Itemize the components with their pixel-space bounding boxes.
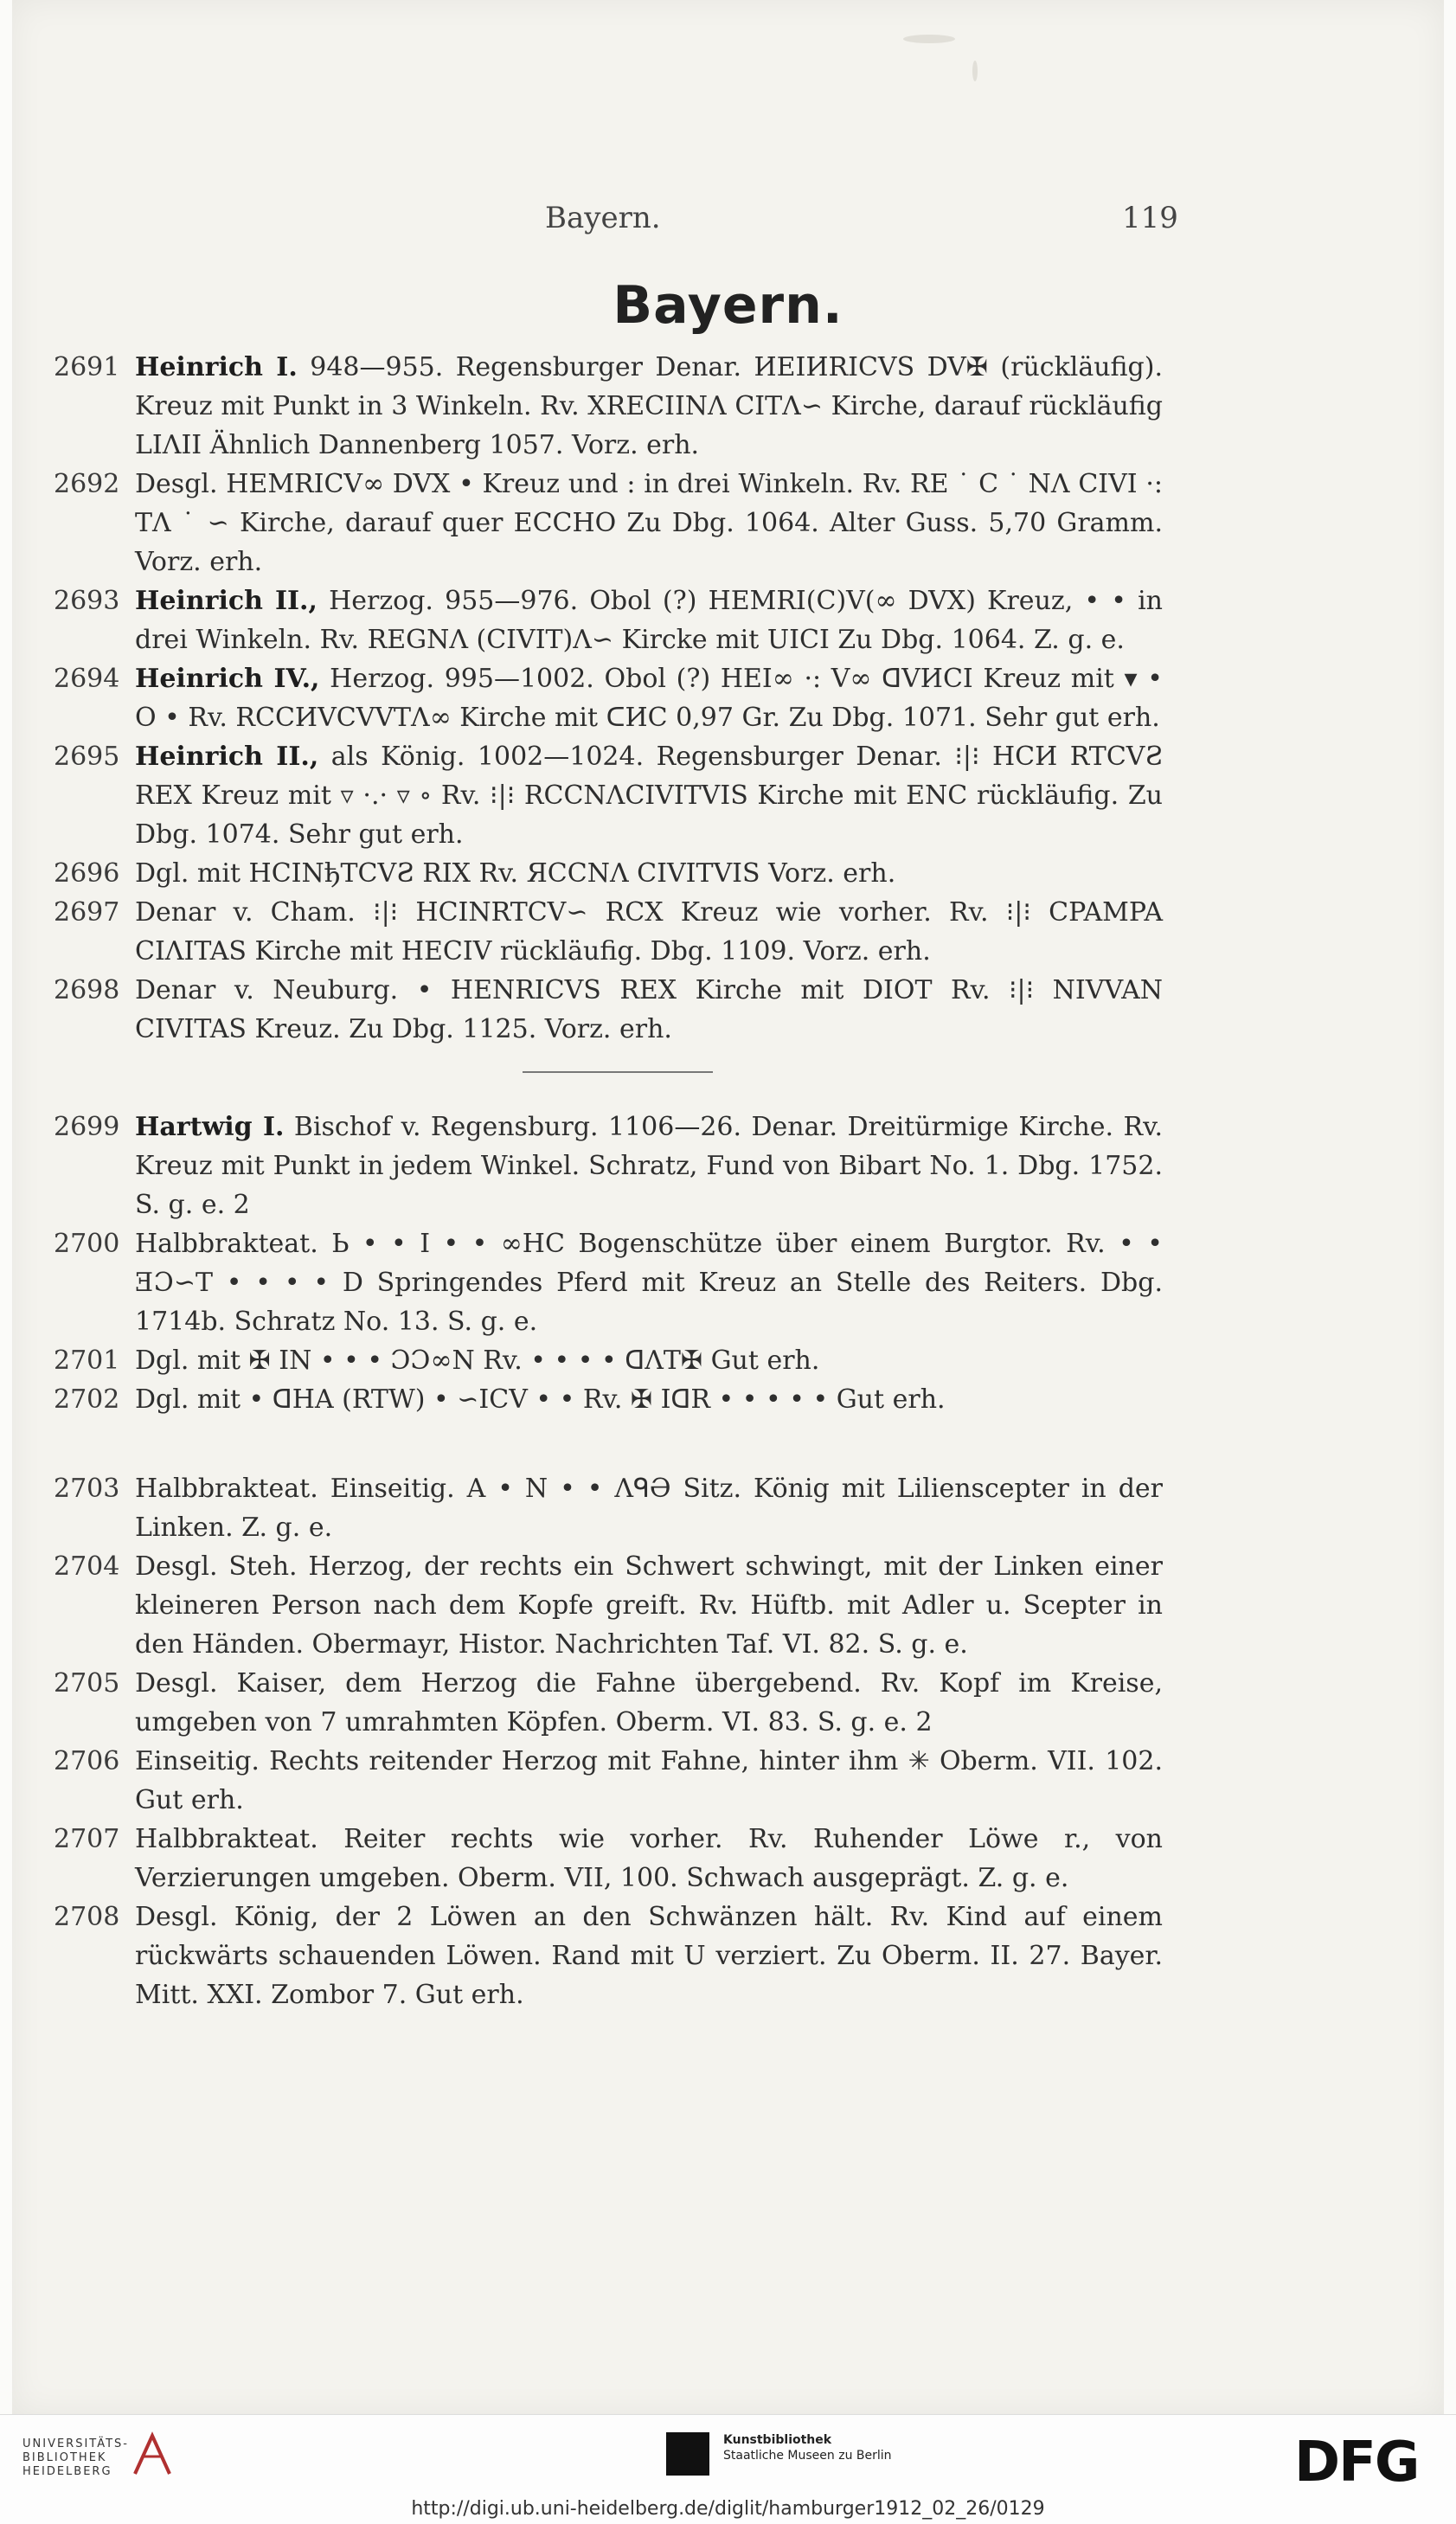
entry-text: Desgl. Steh. Herzog, der rechts ein Schwert schwingt, mit der Linken einer kleineren Person nach dem Kopfe greift. Rv. Hüftb. mit Adler u. Scepter in den Händen. Obermayr, Histor. Nachrichten Taf. VI. 82. S. g. e.	[135, 1551, 1163, 1660]
entry-number: 2701	[54, 1345, 120, 1376]
scan-smudge	[972, 61, 978, 81]
entry-number: 2695	[54, 742, 120, 772]
section-gap	[0, 1419, 1456, 1469]
entry-text: Hartwig I. Bischof v. Regensburg. 1106—26. Denar. Dreitürmige Kirche. Rv. Kreuz mit Punkt in jedem Winkel. Schratz, Fund von Bibart No. 1. Dbg. 1752. S. g. e. 2	[135, 1112, 1163, 1220]
entry-text: Dgl. mit • ᗡHA (RTW) • ∽ICV • • Rv. ✠ IᗡR • • • • • Gut erh.	[135, 1384, 946, 1415]
catalog-entries	[0, 348, 1456, 2014]
university-library-label: UNIVERSITÄTS- BIBLIOTHEK HEIDELBERG	[22, 2437, 129, 2478]
entry-2698	[0, 971, 1456, 1049]
entry-2706	[0, 1742, 1456, 1820]
running-title: Bayern.	[545, 201, 661, 235]
entry-2700	[0, 1224, 1456, 1341]
entry-text: Dgl. mit HCINђTCVƧ RIX Rv. ЯCCNΛ CIVITVIS Vorz. erh.	[135, 858, 896, 889]
entry-2695	[0, 737, 1456, 854]
footer-bar	[0, 2414, 1456, 2524]
entry-2702	[0, 1380, 1456, 1419]
scan-smudge	[903, 35, 955, 43]
entry-text: Halbbrakteat. Ь • • I • • ∞HC Bogenschütze über einem Burgtor. Rv. • • ƎƆ∽T • • • • D Springendes Pferd mit Kreuz an Stelle des Reiters. Dbg. 1714b. Schratz No. 13. S. g. e.	[135, 1229, 1163, 1337]
entry-text: Desgl. Kaiser, dem Herzog die Fahne übergebend. Rv. Kopf im Kreise, umgeben von 7 umrahmten Köpfen. Oberm. VI. 83. S. g. e. 2	[135, 1668, 1163, 1737]
entry-2696	[0, 854, 1456, 893]
entry-2703	[0, 1469, 1456, 1547]
entry-number: 2707	[54, 1824, 120, 1854]
dfg-logo: DFG	[1294, 2431, 1419, 2495]
entry-head: Heinrich IV.,	[135, 664, 320, 694]
page-title: Bayern.	[613, 275, 843, 336]
entry-text: Heinrich II., Herzog. 955—976. Obol (?) HEMRI(C)V(∞ DVX) Kreuz, • • in drei Winkeln. Rv. REGNΛ (CIVIT)Λ∽ Kircke mit UICI Zu Dbg. 1064. Z. g. e.	[135, 586, 1163, 655]
entry-number: 2702	[54, 1384, 120, 1415]
entry-number: 2693	[54, 586, 120, 616]
page-number: 119	[1122, 201, 1178, 235]
entry-number: 2699	[54, 1112, 120, 1142]
entry-number: 2698	[54, 975, 120, 1005]
entry-head: Hartwig I.	[135, 1112, 285, 1142]
entry-2697	[0, 893, 1456, 971]
source-url-link[interactable]: http://digi.ub.uni-heidelberg.de/diglit/hamburger1912_02_26/0129	[411, 2498, 1045, 2520]
entry-number: 2692	[54, 469, 120, 499]
entry-text: Halbbrakteat. Einseitig. A • N • • ΛᑫƏ Sitz. König mit Lilienscepter in der Linken. Z. g. e.	[135, 1474, 1163, 1543]
entry-2705	[0, 1664, 1456, 1742]
entry-number: 2703	[54, 1474, 120, 1504]
entry-text: Heinrich II., als König. 1002—1024. Regensburger Denar. ⁝|⁝ HCИ RTCVƧ REX Kreuz mit ▿ ·.· ▿ ∘ Rv. ⁝|⁝ RCCNΛCIVITVIS Kirche mit ENC rückläufig. Zu Dbg. 1074. Sehr gut erh.	[135, 742, 1163, 850]
kunstbibliothek-label: Kunstbibliothek Staatliche Museen zu Berlin	[723, 2433, 892, 2463]
entry-2691	[0, 348, 1456, 465]
entry-number: 2697	[54, 897, 120, 928]
entry-head: Heinrich I.	[135, 352, 298, 382]
entry-text: Halbbrakteat. Reiter rechts wie vorher. Rv. Ruhender Löwe r., von Verzierungen umgeben. Oberm. VII, 100. Schwach ausgeprägt. Z. g. e.	[135, 1824, 1163, 1893]
entry-text: Dgl. mit ✠ IN • • • ƆƆ∞N Rv. • • • • ᗡΛT✠ Gut erh.	[135, 1345, 820, 1376]
entry-2699	[0, 1108, 1456, 1224]
entry-number: 2700	[54, 1229, 120, 1259]
entry-text: Denar v. Neuburg. • HENRICVS REX Kirche mit DIOT Rv. ⁝|⁝ NIVVAN CIVITAS Kreuz. Zu Dbg. 1125. Vorz. erh.	[135, 975, 1163, 1044]
entry-number: 2696	[54, 858, 120, 889]
entry-text: Heinrich I. 948—955. Regensburger Denar. ИEIИRICVS DV✠ (rückläufig). Kreuz mit Punkt in 3 Winkeln. Rv. XRECIINΛ CITΛ∽ Kirche, darauf rückläufig LIΛII Ähnlich Dannenberg 1057. Vorz. erh.	[135, 352, 1164, 460]
entry-2704	[0, 1547, 1456, 1664]
kunstbibliothek-logo-icon	[666, 2432, 709, 2476]
entry-2693	[0, 581, 1456, 659]
entry-number: 2706	[54, 1746, 120, 1776]
entry-text: Heinrich IV., Herzog. 995—1002. Obol (?) HEI∞ ·: V∞ ᗡVИCI Kreuz mit ▾ • O • Rv. RCCИVCVVTΛ∞ Kirche mit ᑕИC 0,97 Gr. Zu Dbg. 1071. Sehr gut erh.	[135, 664, 1163, 733]
entry-2707	[0, 1820, 1456, 1898]
entry-head: Heinrich II.,	[135, 586, 317, 616]
entry-head: Heinrich II.,	[135, 742, 319, 772]
entry-2708	[0, 1898, 1456, 2014]
entry-number: 2705	[54, 1668, 120, 1699]
entry-number: 2704	[54, 1551, 120, 1582]
entry-2694	[0, 659, 1456, 737]
entry-text: Denar v. Cham. ⁝|⁝ HCINRTCV∽ RCX Kreuz wie vorher. Rv. ⁝|⁝ CPAMPA CIΛITAS Kirche mit HECIV rückläufig. Dbg. 1109. Vorz. erh.	[135, 897, 1163, 967]
entry-text: Desgl. König, der 2 Löwen an den Schwänzen hält. Rv. Kind auf einem rückwärts schauenden Löwen. Rand mit U verziert. Zu Oberm. II. 27. Bayer. Mitt. XXI. Zombor 7. Gut erh.	[135, 1902, 1163, 2010]
entry-2692	[0, 465, 1456, 581]
entry-number: 2691	[54, 352, 120, 382]
entry-text: Einseitig. Rechts reitender Herzog mit Fahne, hinter ihm ✳ Oberm. VII. 102. Gut erh.	[135, 1746, 1163, 1815]
section-divider	[523, 1071, 713, 1073]
entry-number: 2694	[54, 664, 120, 694]
heidelberg-logo-icon	[130, 2431, 175, 2479]
entry-text: Desgl. HEMRICV∞ DVX • Kreuz und : in drei Winkeln. Rv. RE ˙ C ˙ NΛ CIVI ·: TΛ ˙ ∽ Kirche, darauf quer ECCHO Zu Dbg. 1064. Alter Guss. 5,70 Gramm. Vorz. erh.	[135, 469, 1163, 577]
entry-number: 2708	[54, 1902, 120, 1932]
entry-2701	[0, 1341, 1456, 1380]
